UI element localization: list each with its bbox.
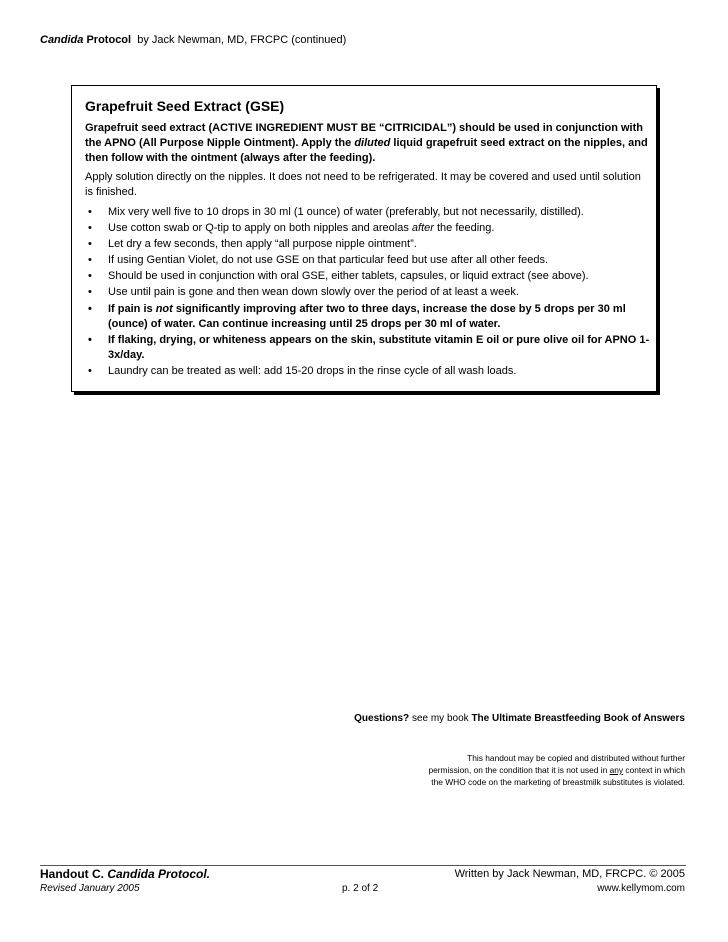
list-item: [85, 253, 655, 268]
list-item-text: Use cotton swab or Q-tip to apply on both nipples and areolas: [108, 222, 412, 235]
footer-website-link[interactable]: www.kellymom.com: [597, 883, 685, 894]
permission-line-3: the WHO code on the marketing of breastmilk substitutes is violated.: [431, 777, 685, 787]
list-item-text: Use until pain is gone and then wean down slowly over the period of at least a week.: [108, 286, 519, 299]
footer-page-number: p. 2 of 2: [342, 883, 379, 894]
gse-intro-emphasis: diluted: [354, 137, 391, 149]
list-item: [85, 333, 655, 363]
list-item: [85, 269, 655, 284]
list-item-text: Laundry can be treated as well: add 15-20 drops in the rinse cycle of all wash loads.: [108, 364, 517, 377]
bullet-icon: •: [88, 270, 92, 283]
footer-handout-label: Handout C.: [40, 867, 108, 881]
list-item-text: significantly improving after two to three days, increase the dose by 5 drops per 30 ml (ounce) of water. Can continue increasing until 25 drops per 30 ml of water.: [108, 302, 626, 330]
bullet-icon: •: [88, 222, 92, 235]
header-candida: Candida: [40, 34, 84, 46]
permission-notice: [375, 752, 685, 788]
footer-divider: [40, 865, 686, 866]
footer-author: Written by Jack Newman, MD, FRCPC. © 2005: [454, 868, 685, 880]
list-item-text: Mix very well five to 10 drops in 30 ml (1 ounce) of water (preferably, but not necessarily, distilled).: [108, 206, 584, 218]
questions-text: see my book: [409, 713, 472, 724]
bullet-icon: •: [88, 302, 92, 315]
permission-underlined-word: any: [609, 765, 624, 775]
list-item-emphasis: not: [155, 302, 173, 315]
gse-box: [71, 85, 657, 392]
permission-line-2: [375, 764, 685, 776]
list-item: [85, 205, 655, 220]
gse-intro: [85, 121, 651, 166]
permission-line-1: This handout may be copied and distributed without further: [467, 753, 685, 763]
footer-revised-date: Revised January 2005: [40, 883, 140, 894]
list-item-text: If using Gentian Violet, do not use GSE on that particular feed but use after all other feeds.: [108, 254, 549, 267]
bullet-icon: •: [88, 206, 92, 218]
list-item-text: If flaking, drying, or whiteness appears on the skin, substitute vitamin E oil or pure olive oil for APNO 1-3x/day.: [108, 333, 650, 361]
book-title: The Ultimate Breastfeeding Book of Answers: [471, 713, 685, 724]
footer-handout-name: Candida Protocol.: [107, 867, 211, 881]
list-item-text: Should be used in conjunction with oral GSE, either tablets, capsules, or liquid extract (see above).: [108, 270, 589, 283]
footer-handout-title: [40, 867, 210, 882]
gse-apply-text: Apply solution directly on the nipples. It does not need to be refrigerated. It may be covered and used until solution is finished.: [85, 171, 641, 198]
list-item: [85, 302, 655, 332]
list-item: [85, 285, 655, 300]
questions-line: [354, 712, 685, 725]
permission-line-2-b: context in which: [623, 765, 685, 775]
list-item-text: If pain is: [108, 302, 156, 315]
gse-intro-text-b: liquid grapefruit seed extract on the nipples, and then follow with the ointment (always after the feeding).: [85, 137, 648, 164]
bullet-icon: •: [88, 364, 92, 377]
page-header: [40, 33, 346, 47]
gse-intro-text-a: Grapefruit seed extract (ACTIVE INGREDIENT MUST BE “CITRICIDAL”) should be used in conjunction with the APNO (All Purpose Nipple Ointment). Apply the: [85, 122, 643, 149]
bullet-icon: •: [88, 254, 92, 267]
list-item: [85, 364, 655, 379]
list-item: [85, 237, 655, 252]
list-item: [85, 221, 655, 236]
questions-lead: Questions?: [354, 713, 410, 724]
header-byline: by Jack Newman, MD, FRCPC (continued): [137, 34, 347, 46]
gse-title: Grapefruit Seed Extract (GSE): [85, 98, 285, 114]
bullet-icon: •: [88, 286, 92, 299]
bullet-icon: •: [88, 333, 92, 346]
header-protocol: Protocol: [86, 34, 132, 46]
bullet-icon: •: [88, 238, 92, 251]
list-item-emphasis: after: [411, 222, 434, 235]
gse-bullet-list: [85, 205, 655, 380]
list-item-text: Let dry a few seconds, then apply “all purpose nipple ointment”.: [108, 238, 417, 251]
list-item-text: the feeding.: [433, 222, 495, 235]
permission-line-2-a: permission, on the condition that it is not used in: [428, 765, 610, 775]
